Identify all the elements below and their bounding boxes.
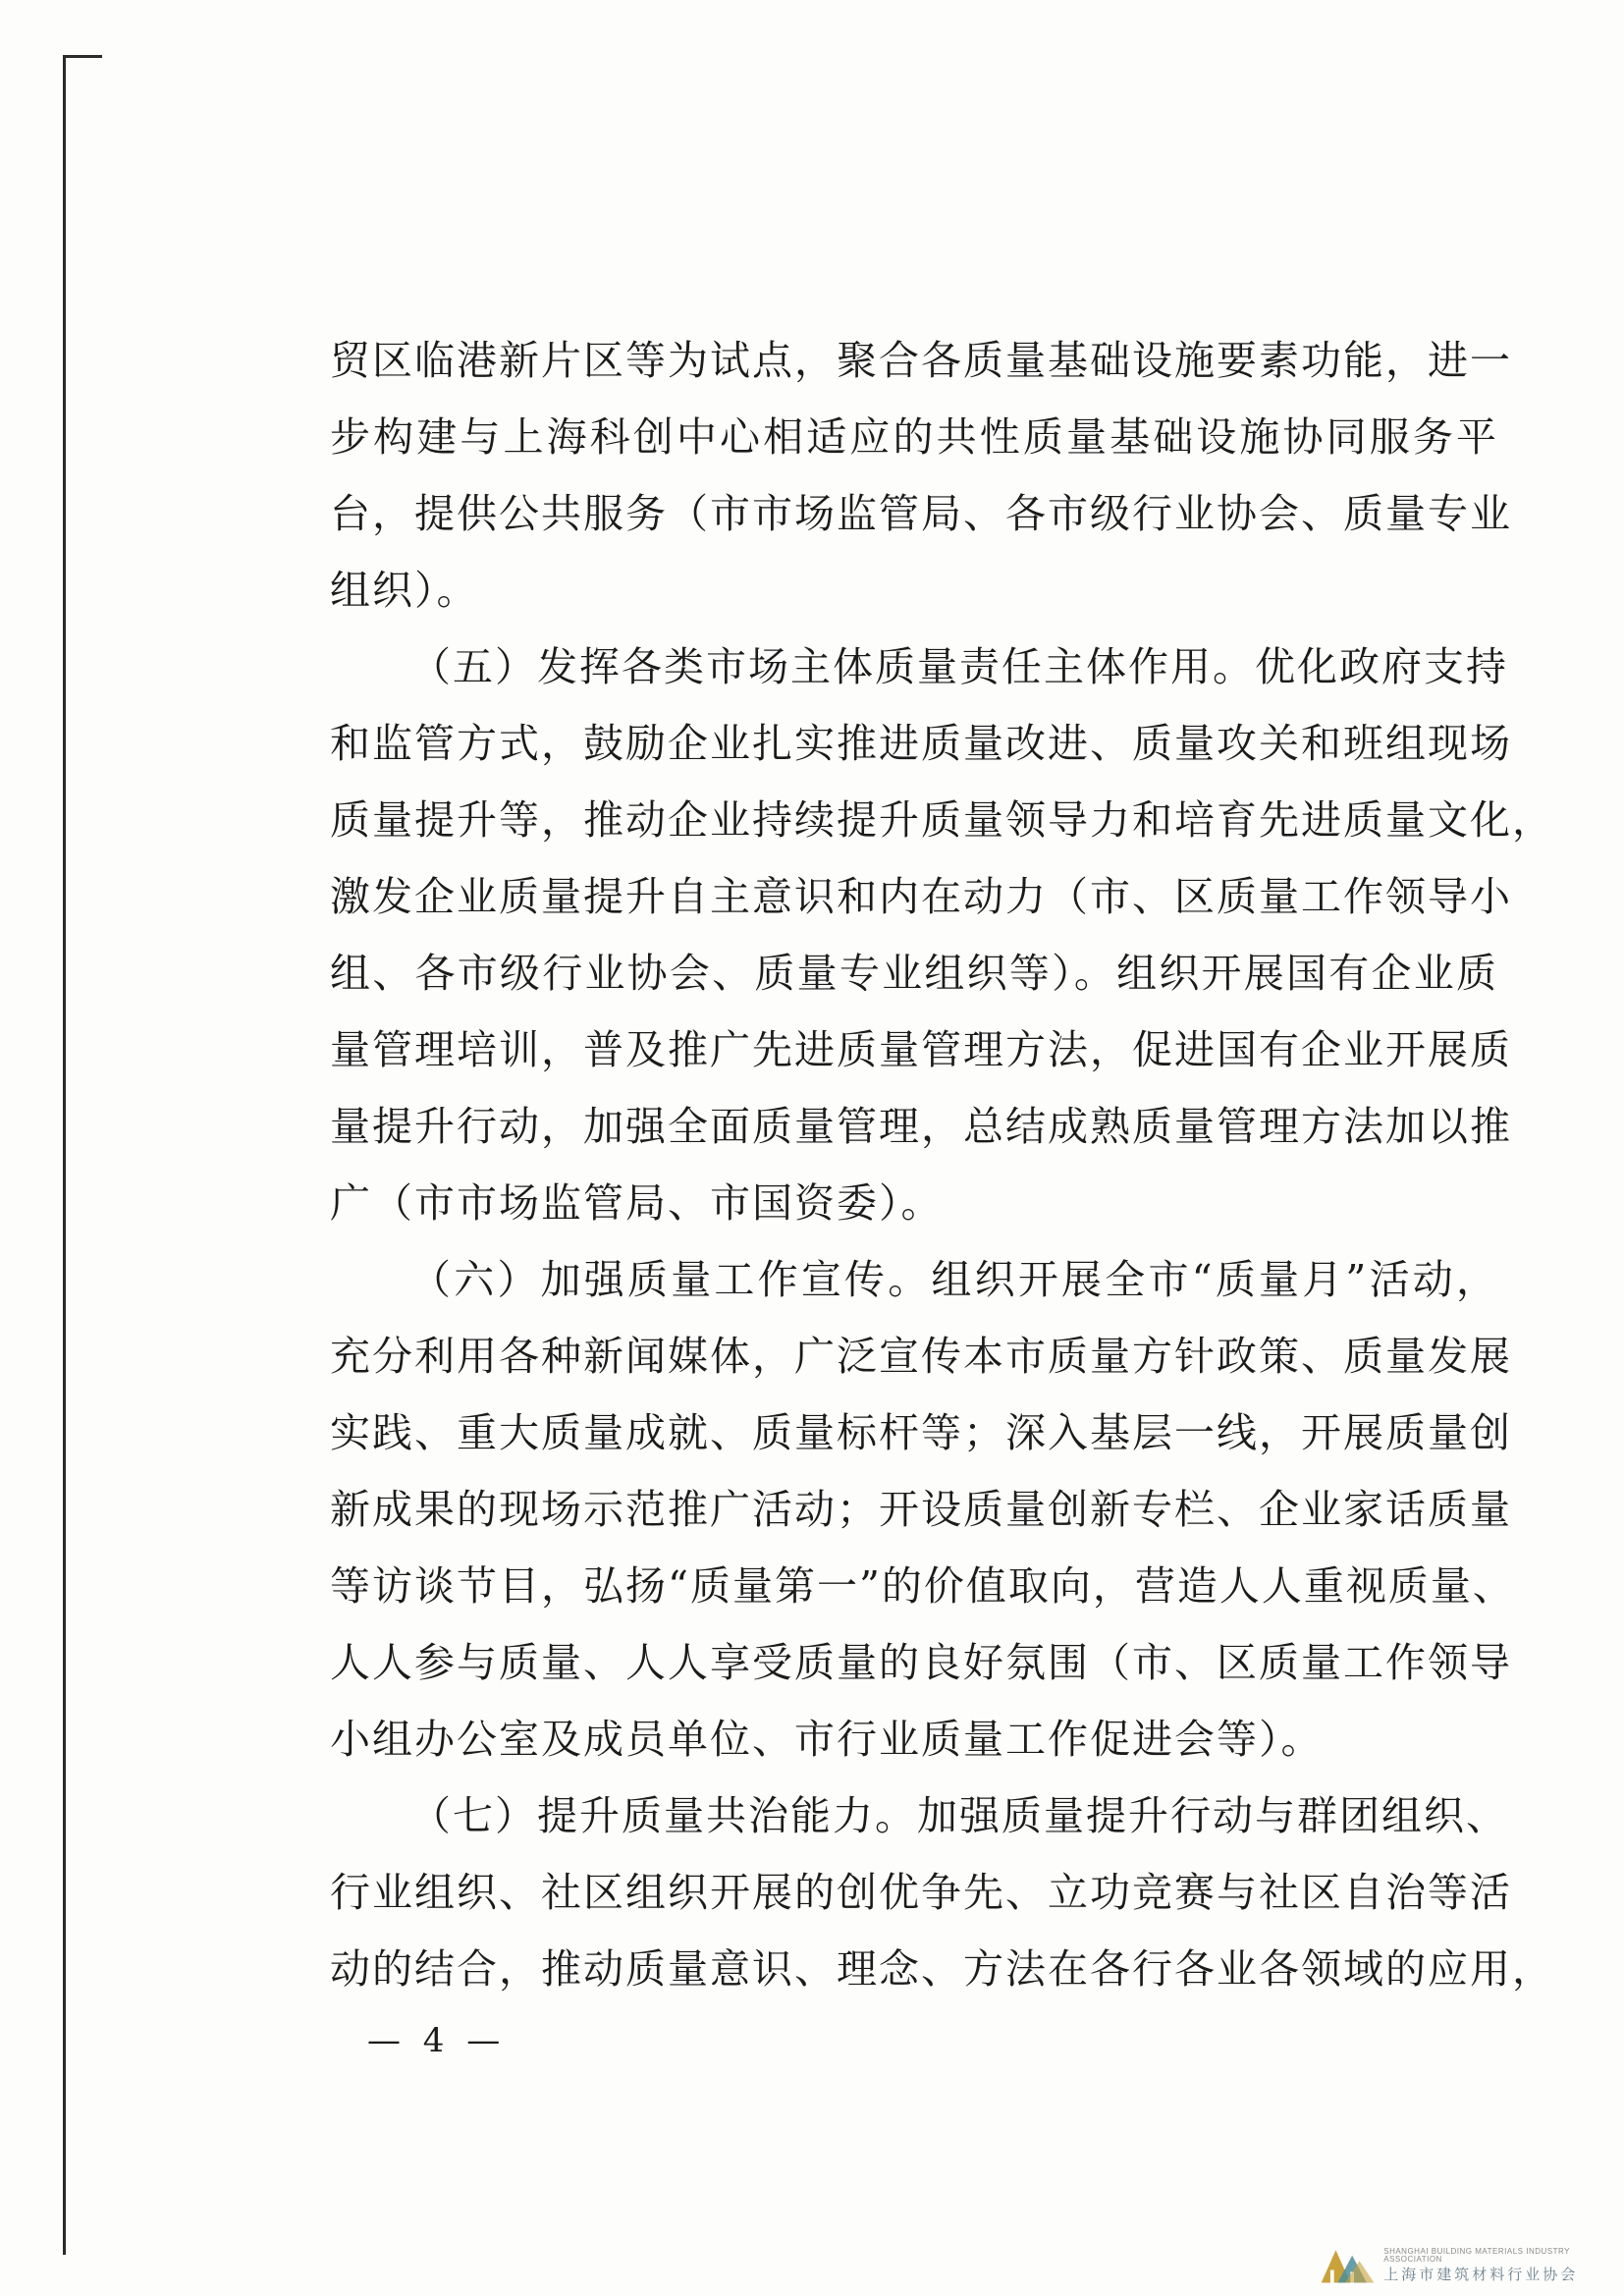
text-line: 质量提升等，推动企业持续提升质量领导力和培育先进质量文化，	[330, 796, 1554, 844]
text-line: 量提升行动，加强全面质量管理，总结成熟质量管理方法加以推	[330, 1103, 1512, 1150]
text-line: 新成果的现场示范推广活动；开设质量创新专栏、企业家话质量	[330, 1486, 1512, 1533]
paragraph-5	[330, 629, 1554, 1241]
text-line: 量管理培训，普及推广先进质量管理方法，促进国有企业开展质	[330, 1026, 1512, 1073]
text-line: 广（市市场监管局、市国资委）。	[330, 1179, 944, 1227]
text-line: 台，提供公共服务（市市场监管局、各市级行业协会、质量专业	[330, 490, 1512, 537]
text-line: （七）提升质量共治能力。加强质量提升行动与群团组织、	[410, 1792, 1508, 1839]
text-line: 和监管方式，鼓励企业扎实推进质量改进、质量攻关和班组现场	[330, 720, 1512, 767]
text-line: 组、各市级行业协会、质量专业组织等）。组织开展国有企业质	[330, 950, 1498, 997]
text-line: 步构建与上海科创中心相适应的共性质量基础设施协同服务平	[330, 413, 1498, 461]
triangle-building-logo-icon	[1318, 2241, 1376, 2288]
watermark-text	[1383, 2248, 1612, 2282]
scan-edge-line	[63, 55, 66, 2255]
text-line: 实践、重大质量成就、质量标杆等；深入基层一线，开展质量创	[330, 1409, 1512, 1456]
text-line: 贸区临港新片区等为试点，聚合各质量基础设施要素功能，进一	[330, 337, 1512, 384]
paragraph-7	[330, 1777, 1554, 2007]
text-line: 充分利用各种新闻媒体，广泛宣传本市质量方针政策、质量发展	[330, 1333, 1512, 1380]
text-line: 行业组织、社区组织开展的创优争先、立功竞赛与社区自治等活	[330, 1869, 1512, 1916]
text-line: 组织）。	[330, 567, 479, 614]
paragraph-1	[330, 322, 1512, 629]
text-line: （五）发挥各类市场主体质量责任主体作用。优化政府支持	[410, 643, 1508, 690]
page-number: — 4 —	[367, 2021, 507, 2060]
document-body	[330, 322, 1554, 2007]
text-line: 动的结合，推动质量意识、理念、方法在各行各业各领域的应用，	[330, 1945, 1554, 1993]
text-line: 等访谈节目，弘扬“质量第一”的价值取向，营造人人重视质量、	[330, 1562, 1515, 1610]
text-line: 激发企业质量提升自主意识和内在动力（市、区质量工作领导小	[330, 873, 1512, 920]
association-watermark	[1318, 2239, 1612, 2290]
scan-edge-corner	[63, 55, 102, 58]
text-line: 人人参与质量、人人享受质量的良好氛围（市、区质量工作领导	[330, 1639, 1512, 1686]
text-line: （六）加强质量工作宣传。组织开展全市“质量月”活动，	[410, 1256, 1498, 1303]
watermark-english: SHANGHAI BUILDING MATERIALS INDUSTRY ASSOCIATION	[1383, 2246, 1570, 2264]
paragraph-6	[330, 1241, 1515, 1777]
text-line: 小组办公室及成员单位、市行业质量工作促进会等）。	[330, 1716, 1324, 1763]
watermark-chinese: 上海市建筑材料行业协会	[1383, 2265, 1579, 2283]
